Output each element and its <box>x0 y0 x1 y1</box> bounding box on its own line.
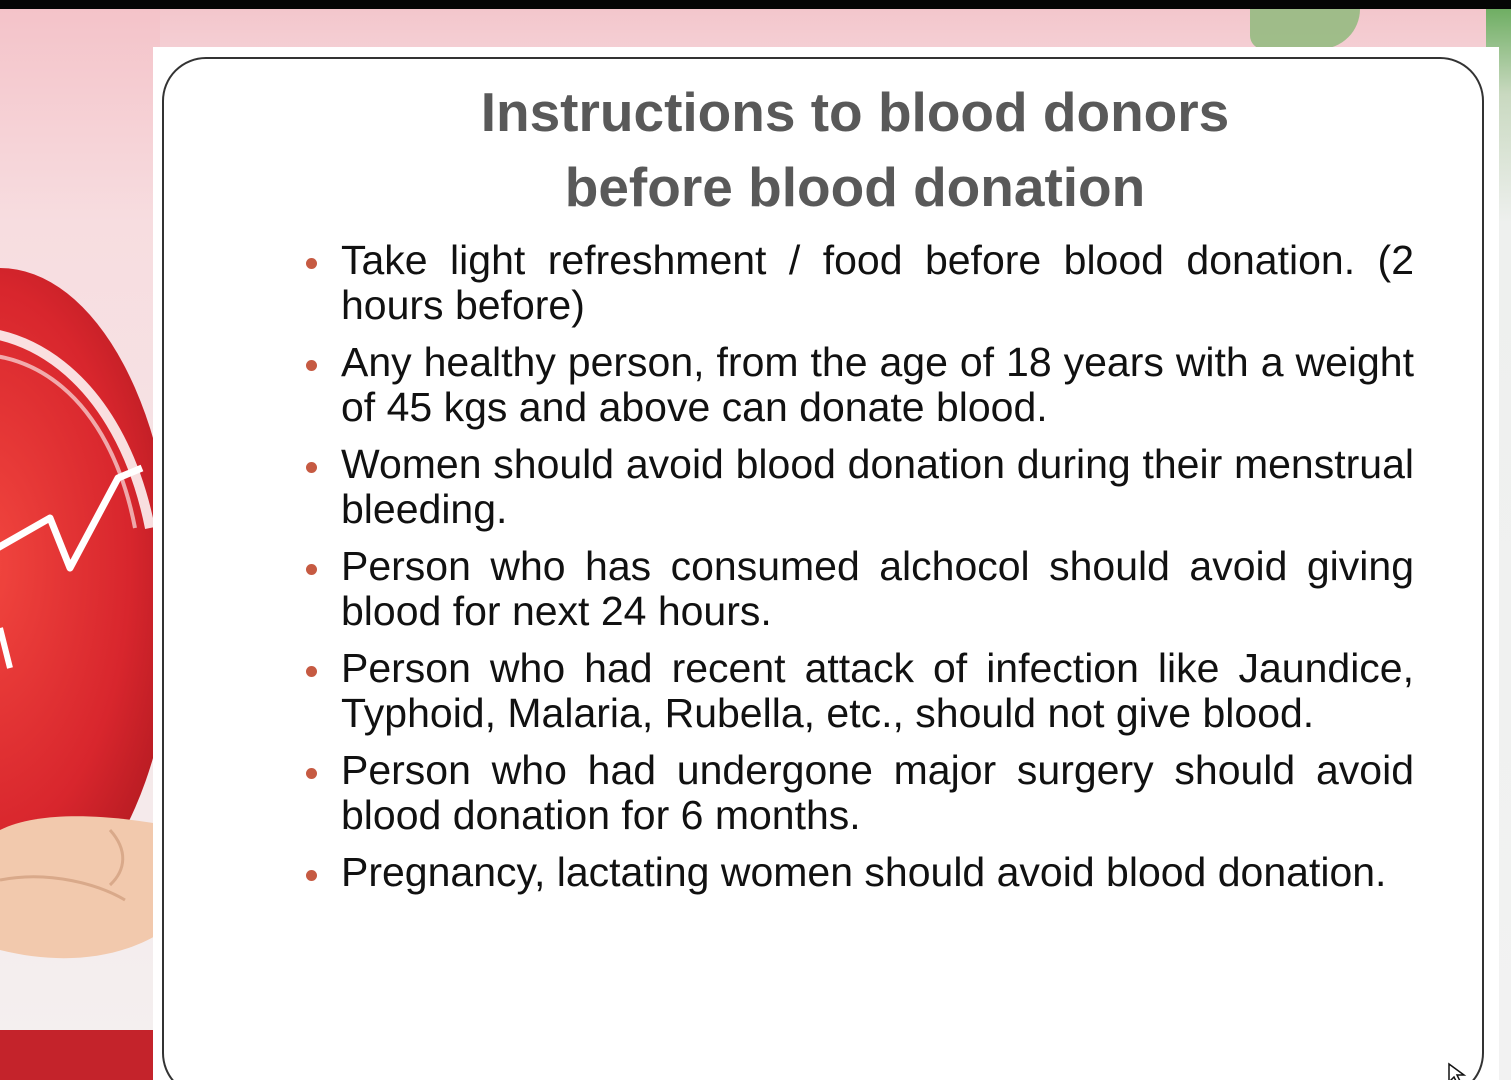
mouse-cursor-icon <box>1447 1062 1471 1080</box>
list-item-text: Person who had recent attack of infection like Jaundice, Typhoid, Malaria, Rubella, etc., should not give blood. <box>341 645 1414 736</box>
bullet-dot-icon <box>306 360 317 371</box>
bullet-dot-icon <box>306 258 317 269</box>
list-item <box>300 442 1414 532</box>
list-item <box>300 238 1414 328</box>
list-item <box>300 646 1414 736</box>
list-item-text: Take light refreshment / food before blood donation. (2 hours before) <box>341 237 1414 328</box>
list-item <box>300 850 1414 895</box>
list-item <box>300 340 1414 430</box>
bullet-dot-icon <box>306 666 317 677</box>
bullet-dot-icon <box>306 564 317 575</box>
list-item-text: Pregnancy, lactating women should avoid blood donation. <box>341 849 1387 895</box>
list-item-text: Women should avoid blood donation during their menstrual bleeding. <box>341 441 1414 532</box>
instruction-list <box>300 238 1414 907</box>
list-item-text: Person who had undergone major surgery should avoid blood donation for 6 months. <box>341 747 1414 838</box>
bullet-dot-icon <box>306 462 317 473</box>
bullet-dot-icon <box>306 768 317 779</box>
list-item <box>300 748 1414 838</box>
bullet-dot-icon <box>306 870 317 881</box>
slide-title <box>300 75 1410 225</box>
title-line-1: Instructions to blood donors <box>480 81 1230 143</box>
list-item-text: Any healthy person, from the age of 18 years with a weight of 45 kgs and above can donate blood. <box>341 339 1414 430</box>
list-item-text: Person who has consumed alchocol should avoid giving blood for next 24 hours. <box>341 543 1414 634</box>
title-line-2: before blood donation <box>564 156 1146 218</box>
top-black-bar <box>0 0 1511 9</box>
hand-icon <box>0 790 170 990</box>
list-item <box>300 544 1414 634</box>
red-base-decoration <box>0 1030 160 1080</box>
